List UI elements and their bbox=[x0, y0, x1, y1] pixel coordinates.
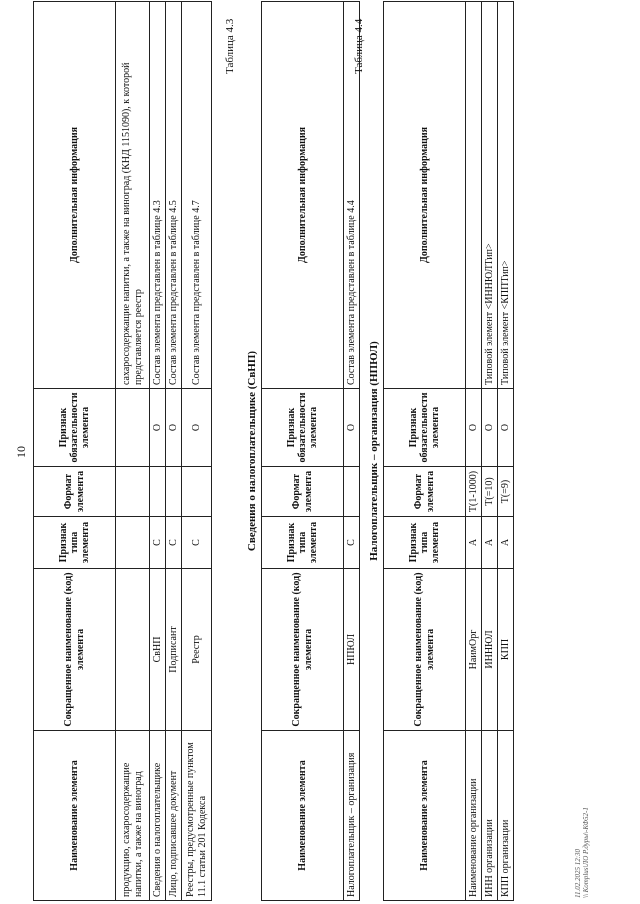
cell-short: Реестр bbox=[182, 569, 212, 731]
table-row bbox=[498, 2, 514, 901]
cell-mandatory bbox=[116, 389, 150, 467]
cell-info bbox=[466, 2, 482, 389]
cell-short: ИННЮЛ bbox=[482, 569, 498, 731]
table-title: Налогоплательщик – организация (НПЮЛ) bbox=[368, 341, 380, 561]
header-mandatory: Признак обязательности элемента bbox=[384, 389, 466, 467]
page-number: 10 bbox=[14, 446, 28, 458]
header-name: Наименование элемента bbox=[262, 731, 344, 901]
header-short: Сокращенное наименование (код) элемента bbox=[384, 569, 466, 731]
cell-info: Типовой элемент <КППТип> bbox=[498, 2, 514, 389]
cell-type: С bbox=[182, 517, 212, 569]
cell-format: T(1-1000) bbox=[466, 467, 482, 517]
cell-type: А bbox=[466, 517, 482, 569]
cell-short: СвНП bbox=[150, 569, 166, 731]
header-name: Наименование элемента bbox=[34, 731, 116, 901]
stamp-date: 11.02.2025 12:30 bbox=[574, 848, 582, 898]
cell-type: А bbox=[498, 517, 514, 569]
cell-mandatory: О bbox=[466, 389, 482, 467]
cell-info: Состав элемента представлен в таблице 4.4 bbox=[344, 2, 360, 389]
header-info: Дополнительная информация bbox=[384, 2, 466, 389]
cell-name: Наименование организации bbox=[466, 731, 482, 901]
cell-type bbox=[116, 517, 150, 569]
stamp-path: \\ Komplus\ЛО Р.дуры\-КФ52-1 bbox=[582, 807, 591, 898]
cell-mandatory: О bbox=[344, 389, 360, 467]
cell-format bbox=[344, 467, 360, 517]
cell-type: С bbox=[166, 517, 182, 569]
cell-name: Реестры, предусмотренные пунктом 11.1 статьи 201 Кодекса bbox=[182, 731, 212, 901]
cell-name: Сведения о налогоплательщике bbox=[150, 731, 166, 901]
header-short: Сокращенное наименование (код) элемента bbox=[34, 569, 116, 731]
cell-mandatory: О bbox=[498, 389, 514, 467]
table-row bbox=[150, 2, 166, 901]
table-row bbox=[466, 2, 482, 901]
header-format: Формат элемента bbox=[34, 467, 116, 517]
cell-format: T(=9) bbox=[498, 467, 514, 517]
cell-short: Подписант bbox=[166, 569, 182, 731]
cell-name: Лицо, подписавшее документ bbox=[166, 731, 182, 901]
cell-name: Налогоплательщик – организация bbox=[344, 731, 360, 901]
elements-table-continued bbox=[33, 1, 212, 901]
header-format: Формат элемента bbox=[384, 467, 466, 517]
header-short: Сокращенное наименование (код) элемента bbox=[262, 569, 344, 731]
header-name: Наименование элемента bbox=[384, 731, 466, 901]
cell-info: Состав элемента представлен в таблице 4.5 bbox=[166, 2, 182, 389]
cell-mandatory: О bbox=[166, 389, 182, 467]
table-row bbox=[482, 2, 498, 901]
cell-short: КПП bbox=[498, 569, 514, 731]
header-mandatory: Признак обязательности элемента bbox=[262, 389, 344, 467]
table-row bbox=[182, 2, 212, 901]
cell-name: продукцию, сахаросодержащие напитки, а также на виноград bbox=[116, 731, 150, 901]
table-label: Таблица 4.4 bbox=[353, 18, 365, 74]
table-row bbox=[344, 2, 360, 901]
cell-format bbox=[166, 467, 182, 517]
cell-short bbox=[116, 569, 150, 731]
cell-type: С bbox=[344, 517, 360, 569]
table-label: Таблица 4.3 bbox=[224, 18, 236, 74]
header-type: Признак типа элемента bbox=[262, 517, 344, 569]
cell-type: А bbox=[482, 517, 498, 569]
header-mandatory: Признак обязательности элемента bbox=[34, 389, 116, 467]
cell-mandatory: О bbox=[182, 389, 212, 467]
table-title: Сведения о налогоплательщике (СвНП) bbox=[246, 350, 258, 552]
cell-format: T(=10) bbox=[482, 467, 498, 517]
cell-mandatory: О bbox=[150, 389, 166, 467]
header-info: Дополнительная информация bbox=[34, 2, 116, 389]
organization-table bbox=[383, 1, 514, 901]
cell-short: НПЮЛ bbox=[344, 569, 360, 731]
cell-info: Состав элемента представлен в таблице 4.7 bbox=[182, 2, 212, 389]
header-info: Дополнительная информация bbox=[262, 2, 344, 389]
cell-type: С bbox=[150, 517, 166, 569]
taxpayer-info-table bbox=[261, 1, 360, 901]
cell-name: ИНН организации bbox=[482, 731, 498, 901]
header-type: Признак типа элемента bbox=[384, 517, 466, 569]
cell-name: КПП организации bbox=[498, 731, 514, 901]
cell-format bbox=[150, 467, 166, 517]
cell-info: Типовой элемент <ИННЮЛТип> bbox=[482, 2, 498, 389]
cell-mandatory: О bbox=[482, 389, 498, 467]
cell-format bbox=[182, 467, 212, 517]
cell-short: НаимОрг bbox=[466, 569, 482, 731]
header-format: Формат элемента bbox=[262, 467, 344, 517]
table-row bbox=[166, 2, 182, 901]
cell-format bbox=[116, 467, 150, 517]
print-stamp bbox=[574, 807, 591, 898]
cell-info: Состав элемента представлен в таблице 4.3 bbox=[150, 2, 166, 389]
header-type: Признак типа элемента bbox=[34, 517, 116, 569]
cell-info: сахаросодержащие напитки, а также на виноград (КНД 1151090), к которой представляется реестр bbox=[116, 2, 150, 389]
table-row bbox=[116, 2, 150, 901]
